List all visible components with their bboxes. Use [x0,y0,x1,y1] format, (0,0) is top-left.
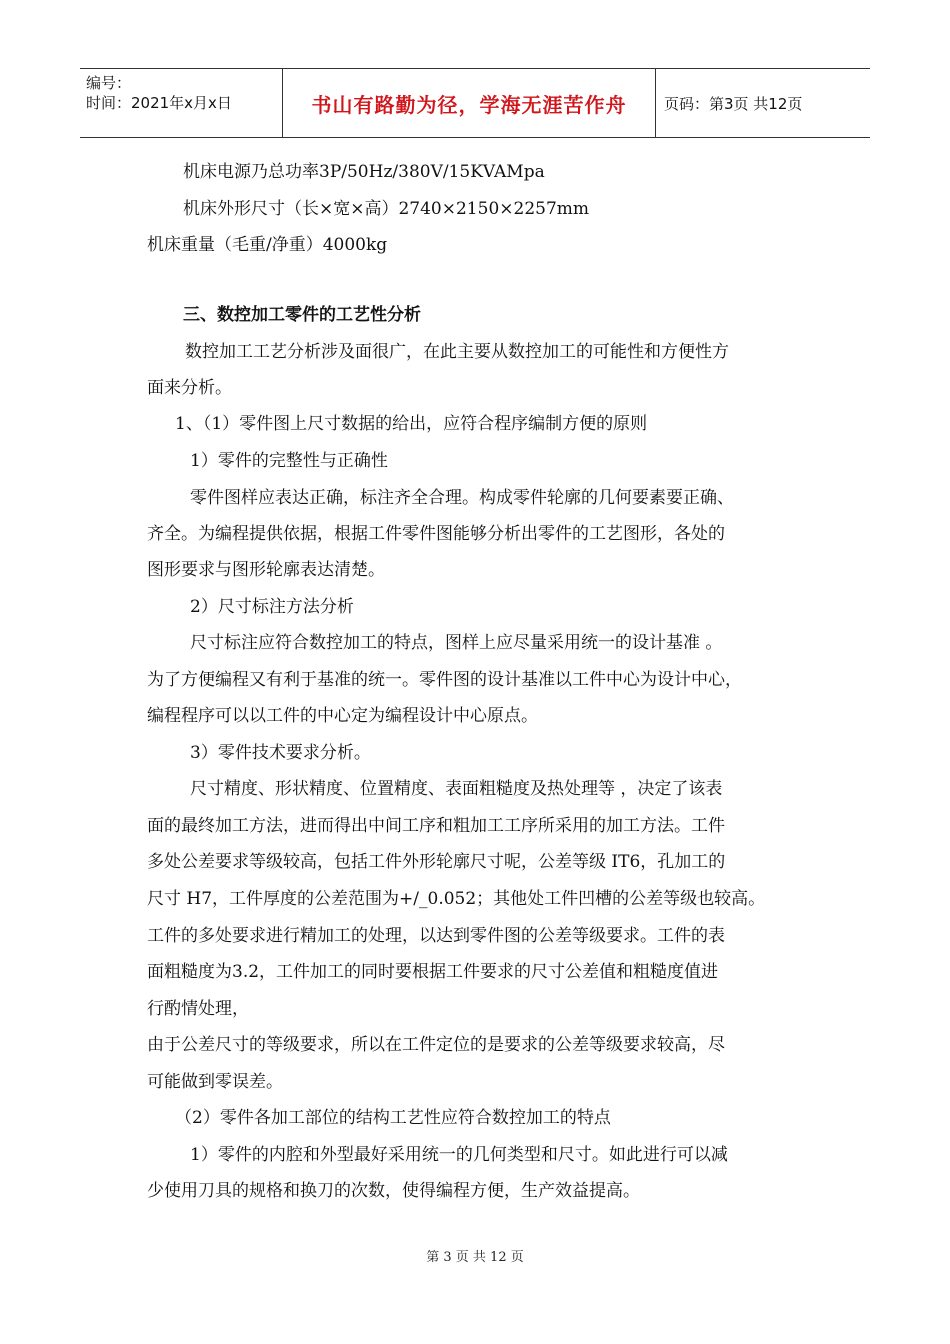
body-line: 多处公差要求等级较高，包括工件外形轮廓尺寸呢，公差等级 IT6，孔加工的 [147,852,726,872]
body-line: 由于公差尺寸的等级要求，所以在工件定位的是要求的公差等级要求较高，尽 [147,1035,725,1055]
page-footer: 第 3 页 共 12 页 [426,1250,524,1265]
body-line: 2）尺寸标注方法分析 [190,597,354,617]
body-line: 机床电源乃总功率3P/50Hz/380V/15KVAMpa [183,162,545,182]
body-line: 尺寸精度、形状精度、位置精度、表面粗糙度及热处理等 ，决定了该表 [190,779,723,799]
number-label: 编号： [86,74,132,92]
body-line: 机床重量（毛重/净重）4000kg [147,235,388,255]
body-line: 数控加工工艺分析涉及面很广，在此主要从数控加工的可能性和方便性方 [185,342,729,362]
page-header [80,68,870,138]
body-line: 尺寸 H7，工件厚度的公差范围为+/_0.052；其他处工件凹槽的公差等级也较高。 [147,889,766,909]
page-info: 页码：第3页 共12页 [664,94,803,113]
body-line: 1、（1）零件图上尺寸数据的给出，应符合程序编制方便的原则 [175,414,648,434]
body-line: 面来分析。 [147,378,232,398]
body-line: 行酌情处理， [147,999,249,1019]
time-label: 时间：2021年x月x日 [86,94,232,112]
body-line: 尺寸标注应符合数控加工的特点，图样上应尽量采用统一的设计基准 。 [190,633,723,653]
section-heading: 三、数控加工零件的工艺性分析 [183,305,421,325]
body-line: 1）零件的完整性与正确性 [190,451,388,471]
body-line: 为了方便编程又有利于基准的统一。零件图的设计基准以工件中心为设计中心， [147,670,742,690]
header-left-cell [80,69,282,137]
body-line: 1）零件的内腔和外型最好采用统一的几何类型和尺寸。如此进行可以减 [190,1145,728,1165]
body-line: 面的最终加工方法，进而得出中间工序和粗加工工序所采用的加工方法。工件 [147,816,725,836]
body-line: 零件图样应表达正确，标注齐全合理。构成零件轮廓的几何要素要正确、 [190,488,734,508]
body-line: 3）零件技术要求分析。 [190,743,371,763]
body-line: 少使用刀具的规格和换刀的次数，使得编程方便，生产效益提高。 [147,1181,640,1201]
body-line: 机床外形尺寸（长×宽×高）2740×2150×2257mm [183,199,590,219]
body-line: （2）零件各加工部位的结构工艺性应符合数控加工的特点 [175,1108,611,1128]
body-line: 编程程序可以以工件的中心定为编程设计中心原点。 [147,706,538,726]
body-line: 面粗糙度为3.2，工件加工的同时要根据工件要求的尺寸公差值和粗糙度值进 [147,962,719,982]
body-line: 工件的多处要求进行精加工的处理，以达到零件图的公差等级要求。工件的表 [147,926,725,946]
body-line: 齐全。为编程提供依据，根据工件零件图能够分析出零件的工艺图形，各处的 [147,524,725,544]
body-line: 可能做到零误差。 [147,1072,283,1092]
motto: 书山有路勤为径，学海无涯苦作舟 [282,69,656,137]
body-line: 图形要求与图形轮廓表达清楚。 [147,560,385,580]
